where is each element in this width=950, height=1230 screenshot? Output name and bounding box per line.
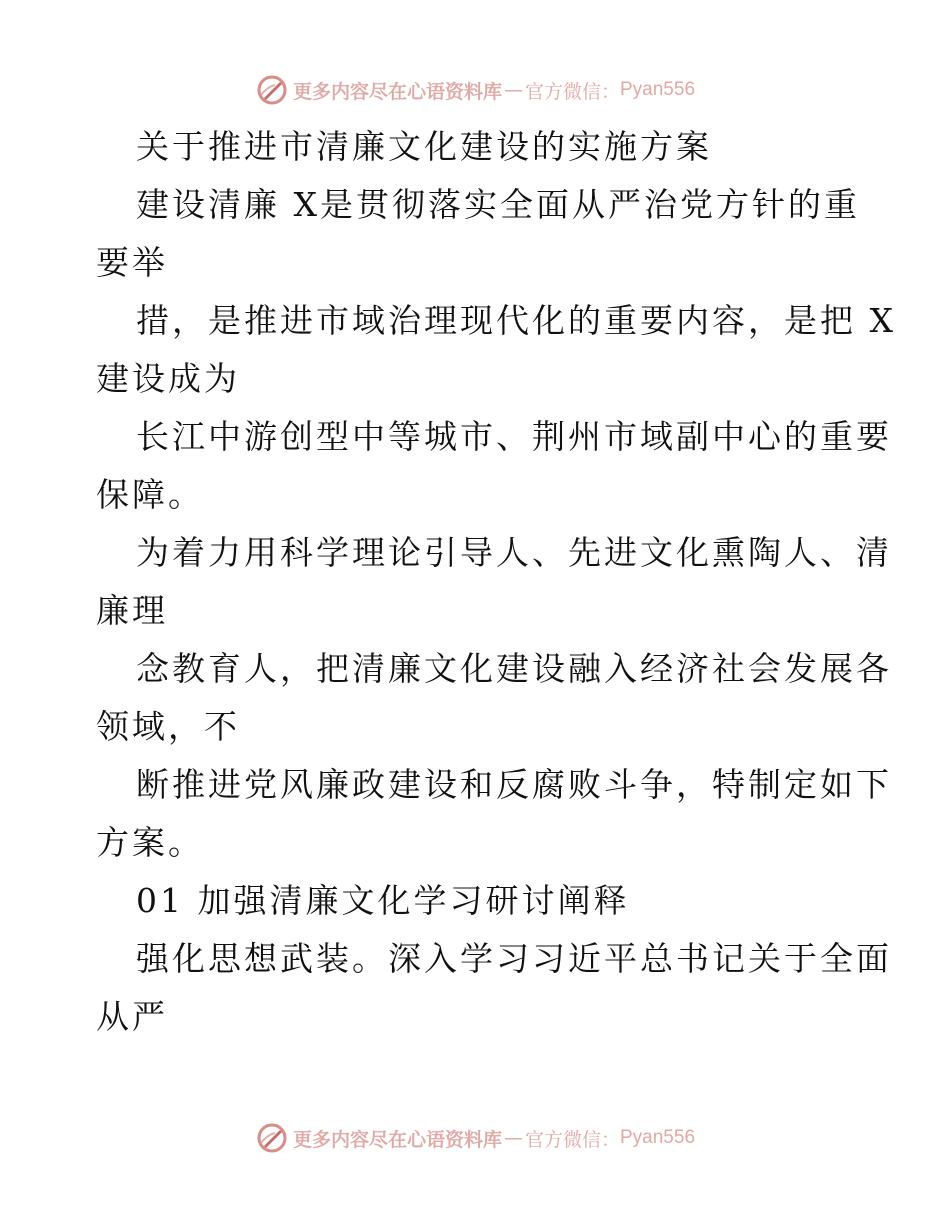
document-line: 为着力用科学理论引导人、先进文化熏陶人、清 bbox=[136, 533, 892, 572]
document-line: 领域，不 bbox=[96, 707, 240, 746]
document-line: 念教育人，把清廉文化建设融入经济社会发展各 bbox=[136, 649, 892, 688]
watermark-account: Pyan556 bbox=[620, 79, 696, 100]
watermark-group bbox=[255, 1121, 695, 1155]
watermark-dash: — bbox=[503, 1127, 523, 1149]
document-line: 保障。 bbox=[96, 475, 204, 514]
document-body bbox=[96, 118, 896, 1046]
document-line: 方案。 bbox=[96, 823, 204, 862]
section-heading: 01 加强清廉文化学习研讨阐释 bbox=[136, 881, 630, 920]
document-line: 措，是推进市域治理现代化的重要内容，是把 X bbox=[136, 301, 896, 340]
watermark-brand: 更多内容尽在心语资料库 bbox=[292, 80, 502, 103]
watermark-official-label: 官方微信： bbox=[524, 80, 620, 103]
document-line: 从严 bbox=[96, 997, 168, 1036]
document-line: 建设成为 bbox=[96, 359, 240, 398]
quill-logo-icon bbox=[255, 73, 289, 107]
watermark-group bbox=[255, 73, 695, 107]
document-line: 建设清廉 X是贯彻落实全面从严治党方针的重 bbox=[136, 185, 860, 224]
watermark-account: Pyan556 bbox=[620, 1127, 696, 1148]
document-title: 关于推进市清廉文化建设的实施方案 bbox=[136, 127, 712, 166]
watermark-brand: 更多内容尽在心语资料库 bbox=[292, 1128, 502, 1151]
document-line: 断推进党风廉政建设和反腐败斗争，特制定如下 bbox=[136, 765, 892, 804]
document-line: 廉理 bbox=[96, 591, 168, 630]
quill-logo-icon bbox=[255, 1121, 289, 1155]
document-line: 强化思想武装。深入学习习近平总书记关于全面 bbox=[136, 939, 892, 978]
document-line: 要举 bbox=[96, 243, 168, 282]
document-line: 长江中游创型中等城市、荆州市域副中心的重要 bbox=[136, 417, 892, 456]
footer-watermark bbox=[0, 1118, 950, 1158]
watermark-official-label: 官方微信： bbox=[524, 1128, 620, 1151]
header-watermark bbox=[0, 70, 950, 110]
watermark-dash: — bbox=[503, 79, 523, 101]
